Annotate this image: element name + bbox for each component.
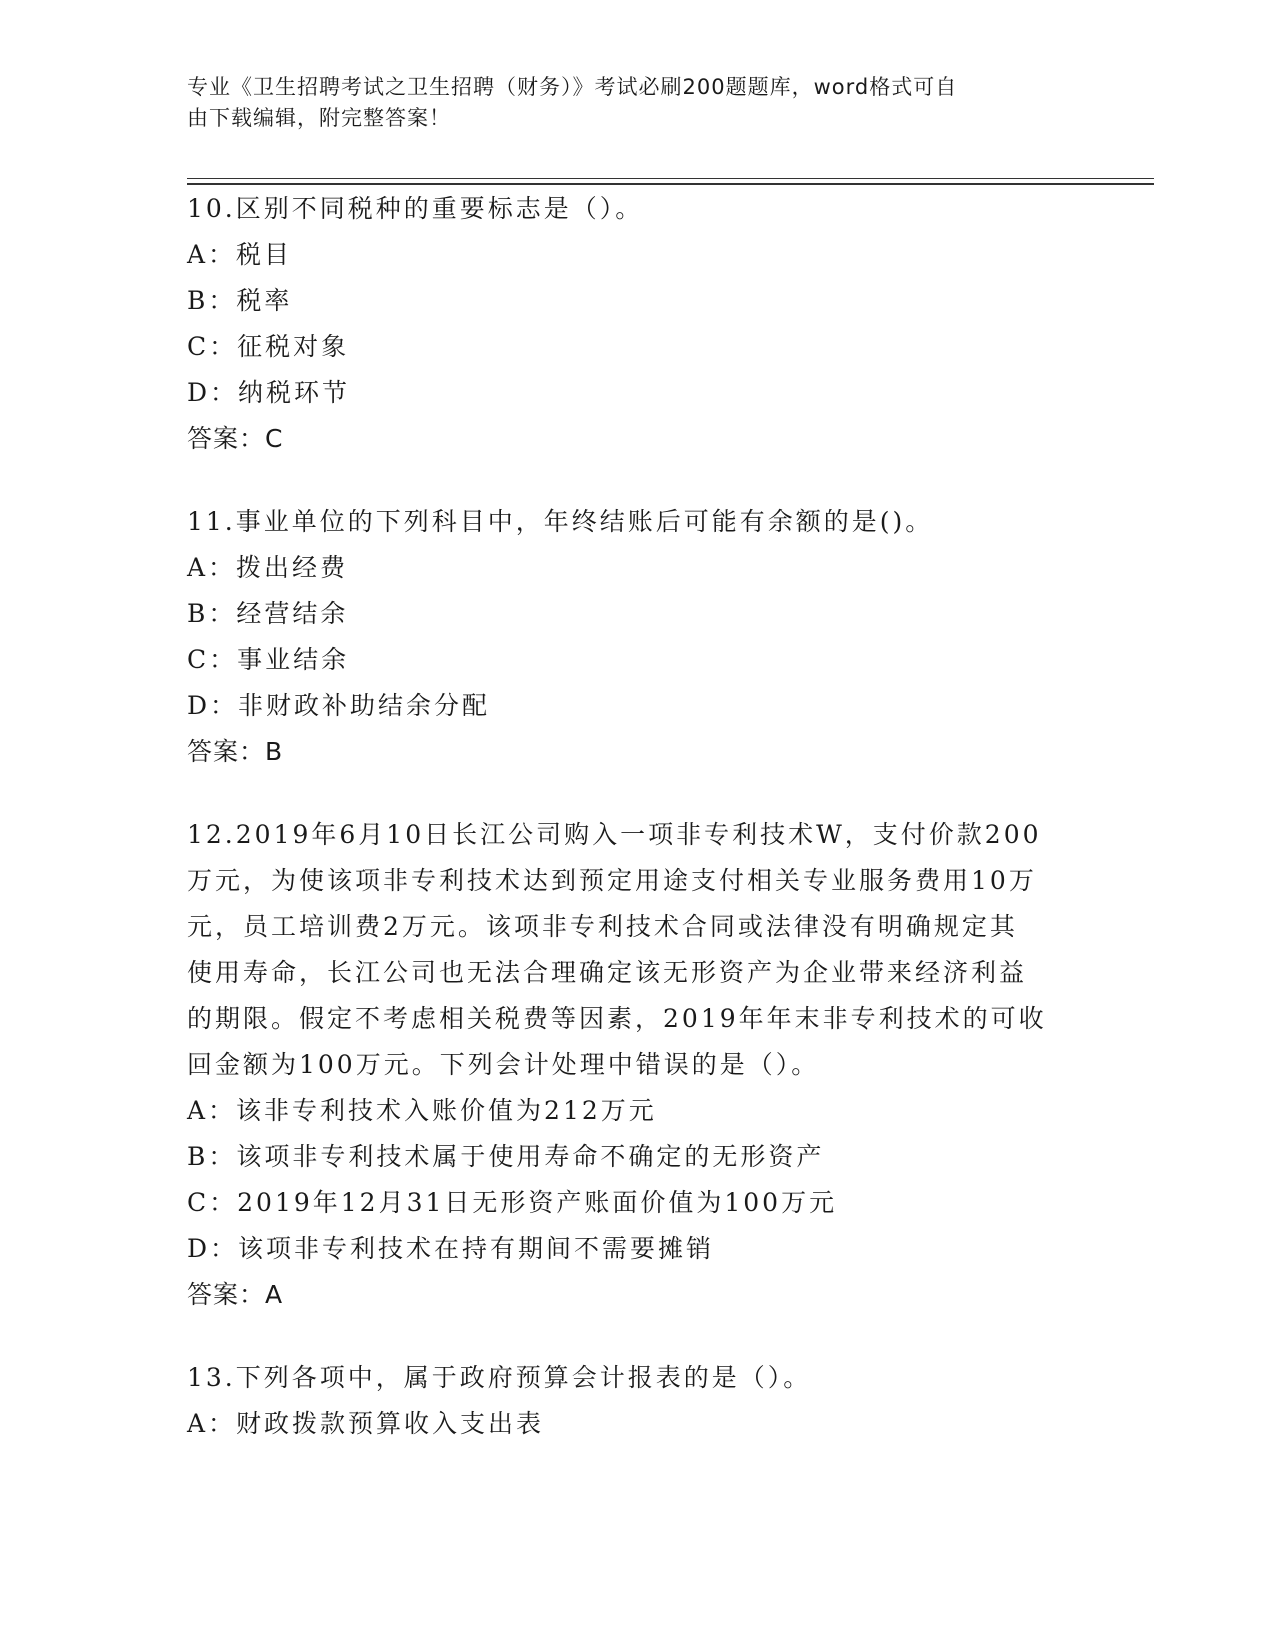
question-stem-line: 回金额为100万元。下列会计处理中错误的是（）。 bbox=[187, 1050, 820, 1079]
answer-line: 答案：B bbox=[187, 737, 284, 766]
question-stem: 11.事业单位的下列科目中，年终结账后可能有余额的是()。 bbox=[187, 507, 934, 536]
question-13 bbox=[187, 1355, 1087, 1447]
question-10 bbox=[187, 186, 1087, 462]
question-stem: 13.下列各项中，属于政府预算会计报表的是（）。 bbox=[187, 1363, 812, 1392]
header-line-1: 专业《卫生招聘考试之卫生招聘（财务）》考试必刷200题题库，word格式可自 bbox=[187, 75, 958, 99]
option-b: B：经营结余 bbox=[187, 599, 349, 628]
question-stem-line: 12.2019年6月10日长江公司购入一项非专利技术W，支付价款200 bbox=[187, 820, 1042, 849]
question-stem-line: 使用寿命，长江公司也无法合理确定该无形资产为企业带来经济利益 bbox=[187, 958, 1028, 987]
option-a: A：拨出经费 bbox=[187, 553, 349, 582]
option-d: D：纳税环节 bbox=[187, 378, 351, 407]
option-d: D：该项非专利技术在持有期间不需要摊销 bbox=[187, 1234, 715, 1263]
answer-line: 答案：C bbox=[187, 424, 284, 453]
option-c: C：事业结余 bbox=[187, 645, 350, 674]
option-c: C：2019年12月31日无形资产账面价值为100万元 bbox=[187, 1188, 838, 1217]
answer-line: 答案：A bbox=[187, 1280, 284, 1309]
option-b: B：税率 bbox=[187, 286, 293, 315]
option-a: A：财政拨款预算收入支出表 bbox=[187, 1409, 545, 1438]
question-12 bbox=[187, 812, 1087, 1318]
question-stem-line: 元，员工培训费2万元。该项非专利技术合同或法律没有明确规定其 bbox=[187, 912, 1018, 941]
option-a: A：该非专利技术入账价值为212万元 bbox=[187, 1096, 657, 1125]
header-divider-thick bbox=[187, 183, 1154, 185]
option-d: D：非财政补助结余分配 bbox=[187, 691, 491, 720]
header-divider-thin bbox=[187, 178, 1154, 179]
option-a: A：税目 bbox=[187, 240, 293, 269]
option-c: C：征税对象 bbox=[187, 332, 350, 361]
question-11 bbox=[187, 499, 1087, 775]
option-b: B：该项非专利技术属于使用寿命不确定的无形资产 bbox=[187, 1142, 825, 1171]
question-stem-line: 的期限。假定不考虑相关税费等因素，2019年年末非专利技术的可收 bbox=[187, 1004, 1047, 1033]
question-list bbox=[187, 186, 1087, 1484]
question-stem-line: 万元，为使该项非专利技术达到预定用途支付相关专业服务费用10万 bbox=[187, 866, 1037, 895]
document-header bbox=[187, 72, 1067, 134]
header-line-2: 由下载编辑，附完整答案！ bbox=[187, 106, 451, 130]
question-stem: 10.区别不同税种的重要标志是（）。 bbox=[187, 194, 644, 223]
